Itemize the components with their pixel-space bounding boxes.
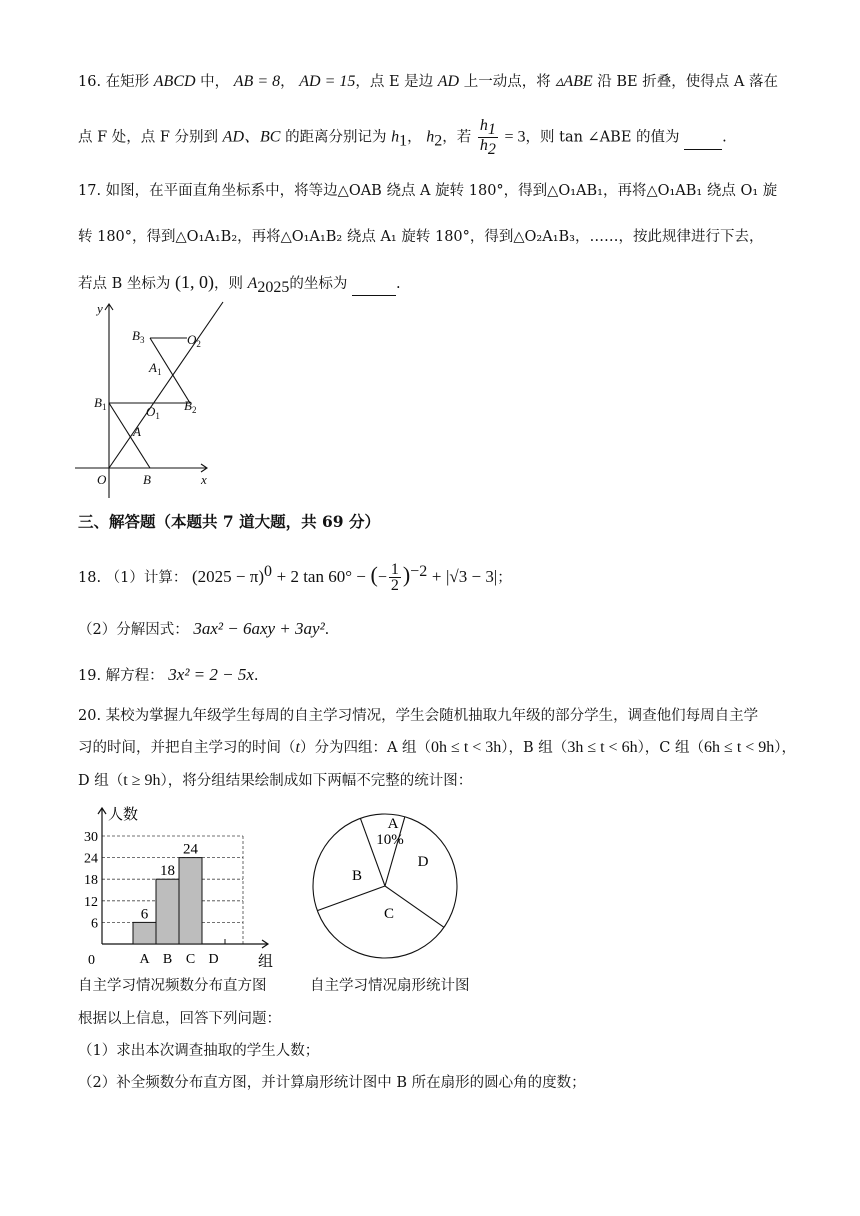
q20-line1: 20. 某校为掌握九年级学生每周的自主学习情况，学生会随机抽取九年级的部分学生，调查他们每周自主学: [78, 708, 759, 724]
q16-text: ，则 tan ∠ABE 的值为: [525, 129, 680, 146]
fig-label-a: A: [133, 424, 141, 439]
q20-text: ）分为四组：A 组（: [299, 740, 432, 756]
q20-group-a: 0h ≤ t < 3h: [431, 739, 502, 756]
q20-line3: [78, 770, 472, 792]
q20-info: 根据以上信息，回答下列问题：: [78, 1011, 281, 1027]
q20-text: ），: [774, 740, 797, 756]
q18-expr: 3ax² − 6axy + 3ay²: [193, 619, 325, 638]
section-heading: 三、解答题（本题共 7 道大题，共 69 分）: [78, 512, 380, 531]
q18-text: .: [324, 622, 330, 638]
q19: [78, 664, 259, 687]
q17-text: 若点 B 坐标为: [78, 276, 171, 292]
q17-coord: (1, 0): [174, 272, 214, 292]
q16-text: .: [722, 129, 727, 146]
fig-label-o: O: [97, 472, 107, 487]
q20-sub1: （1）求出本次调查抽取的学生人数；: [78, 1043, 320, 1059]
y-axis-title: 人数: [108, 807, 139, 823]
q18-part2: [78, 618, 329, 641]
q16-h1: h: [391, 128, 400, 146]
pie-label-a: A: [387, 816, 399, 832]
answer-blank: [684, 127, 722, 150]
pie-label-c: C: [383, 906, 395, 922]
q17-a2025: A: [247, 275, 258, 292]
q18-frac-num: 1: [390, 561, 399, 579]
q20-sub2: （2）补全频数分布直方图，并计算扇形统计图中 B 所在扇形的圆心角的度数；: [78, 1075, 586, 1091]
q16-h2: h: [426, 128, 435, 146]
q20-text: ），B 组（: [501, 740, 568, 756]
q18-sup: −2: [410, 563, 428, 580]
q20-line2: [78, 737, 796, 759]
q16-text: ，: [407, 129, 422, 146]
pie-label-b: B: [351, 868, 363, 884]
histogram-chart: [78, 800, 278, 970]
q16-rect-name: ABCD: [153, 73, 196, 90]
q19-expr: 3x² = 2 − 5x: [168, 665, 254, 684]
bar-data-label: 24: [183, 841, 198, 858]
q16-fraction: $\frac{h_1}{h_2}$: [479, 117, 496, 159]
q16-text: 中，: [200, 74, 230, 90]
y-tick-label: 30: [84, 830, 98, 845]
q16-text: ，点 E 是边: [355, 74, 434, 90]
x-tick-label: C: [185, 952, 196, 967]
q18-expr: +: [431, 566, 442, 586]
q18-frac-den: 2: [390, 577, 399, 595]
q17-text: .: [395, 276, 401, 292]
q16-ad: AD = 15: [299, 73, 356, 90]
q16-text: ，若: [442, 129, 472, 146]
y-tick-label: 18: [84, 873, 98, 889]
y-tick-label: 0: [88, 953, 95, 968]
q20-t: t: [295, 739, 300, 756]
q16-line2: 点 F 处，点 F 分别到 AD、BC 的距离分别记为 $h_1$， $h_2$，若 $\frac{h_1}{h_2}$ = 3，则 tan ∠ABE 的值为 .: [78, 117, 727, 159]
q18-expr: + 2 tan 60° −: [276, 566, 366, 586]
q20-group-b: 3h ≤ t < 6h: [567, 739, 638, 756]
q17-figure: [75, 298, 225, 504]
q16-text: 点 F 处，点 F 分别到: [78, 129, 219, 146]
q16-ad-label: AD: [437, 73, 460, 90]
pie-label-d: D: [417, 854, 429, 870]
fig-label-b2: $B_2$: [184, 398, 197, 415]
q18-abs: |√3 − 3|: [446, 566, 498, 586]
q16-triangle: ▵ABE: [555, 73, 593, 90]
x-axis-title: 组: [258, 954, 274, 970]
diagonal-line: [109, 302, 223, 468]
q16-frac-num: h: [479, 117, 488, 134]
q20-group-d: t ≥ 9h: [123, 772, 161, 789]
q16-ab: AB = 8: [233, 73, 281, 90]
q19-text: .: [253, 668, 259, 684]
q18-text: （2）分解因式：: [78, 622, 189, 638]
q18-text: ；: [497, 569, 512, 586]
q20-text: 习的时间，并把自主学习的时间（: [78, 740, 296, 756]
bar-a: [133, 922, 156, 944]
fig-label-b: B: [143, 472, 151, 487]
answer-blank: [352, 273, 396, 296]
q18-expr: (2025 − π): [192, 566, 265, 586]
q16-text: 16. 在矩形: [78, 74, 150, 90]
q16-eq: = 3: [504, 128, 526, 146]
q18-sup: 0: [264, 563, 273, 580]
q17-line2: 转 180°，得到△O₁A₁B₂，再将△O₁A₁B₂ 绕点 A₁ 旋转 180°，得到△O₂A₁B₃，……，按此规律进行下去，: [78, 229, 764, 245]
q19-text: 19. 解方程：: [78, 668, 164, 684]
y-tick-label: 12: [84, 894, 98, 910]
caption-pie: 自主学习情况扇形统计图: [310, 978, 470, 994]
x-tick-label: D: [208, 952, 219, 967]
q20-text: ），将分组结果绘制成如下两幅不完整的统计图：: [160, 773, 473, 789]
bar-b: [156, 879, 179, 944]
bar-data-label: 18: [160, 863, 175, 880]
q16-sides: AD、BC: [222, 128, 281, 146]
pie-label-a-percent: 10%: [376, 832, 404, 848]
q20-text: ），C 组（: [637, 740, 705, 756]
q20-text: D 组（: [78, 773, 124, 789]
pie-chart: [305, 806, 465, 966]
fig-label-x: x: [201, 472, 207, 487]
caption-histogram: 自主学习情况频数分布直方图: [78, 978, 267, 994]
y-tick-label: 24: [84, 851, 98, 867]
q16-text: 上一动点，将: [463, 74, 551, 90]
q20-group-c: 6h ≤ t < 9h: [704, 739, 775, 756]
q17-text: 的坐标为: [289, 276, 348, 292]
q16-frac-den: h: [479, 137, 488, 155]
y-tick-label: 6: [91, 916, 98, 932]
q16-text: 的距离分别记为: [285, 129, 387, 146]
q18-text: 18. （1）计算：: [78, 569, 188, 586]
q18-fraction: [389, 562, 401, 593]
q16-text: ，: [280, 74, 295, 90]
bar-c: [179, 858, 202, 944]
fig-label-y: y: [97, 301, 103, 316]
fig-label-b3: $B_3$: [132, 328, 145, 345]
fig-label-a1: $A_1$: [149, 360, 162, 377]
fig-label-b1: $B_1$: [94, 395, 107, 412]
q17-a2025-sub: 2025: [257, 278, 290, 296]
q16-text: 沿 BE 折叠，使得点 A 落在: [597, 74, 778, 90]
q18-part1: 18. （1）计算： $(2025 - \pi)^0 + 2$ tan 60° − (− $\frac{1}{2}$ )$^{-2}$ + |√3 − 3|；: [78, 561, 512, 595]
q16-line1: [78, 71, 778, 93]
q17-text: ，则: [213, 276, 243, 292]
fig-label-o1: $O_1$: [146, 404, 160, 421]
q17-line1: 17. 如图，在平面直角坐标系中，将等边△OAB 绕点 A 旋转 180°，得到△O₁AB₁，再将△O₁AB₁ 绕点 O₁ 旋: [78, 183, 778, 199]
bar-data-label: 6: [140, 906, 149, 923]
x-tick-label: A: [139, 952, 150, 967]
x-tick-label: B: [162, 952, 173, 967]
fig-label-o2: $O_2$: [187, 332, 201, 349]
q17-line3: [78, 271, 401, 299]
